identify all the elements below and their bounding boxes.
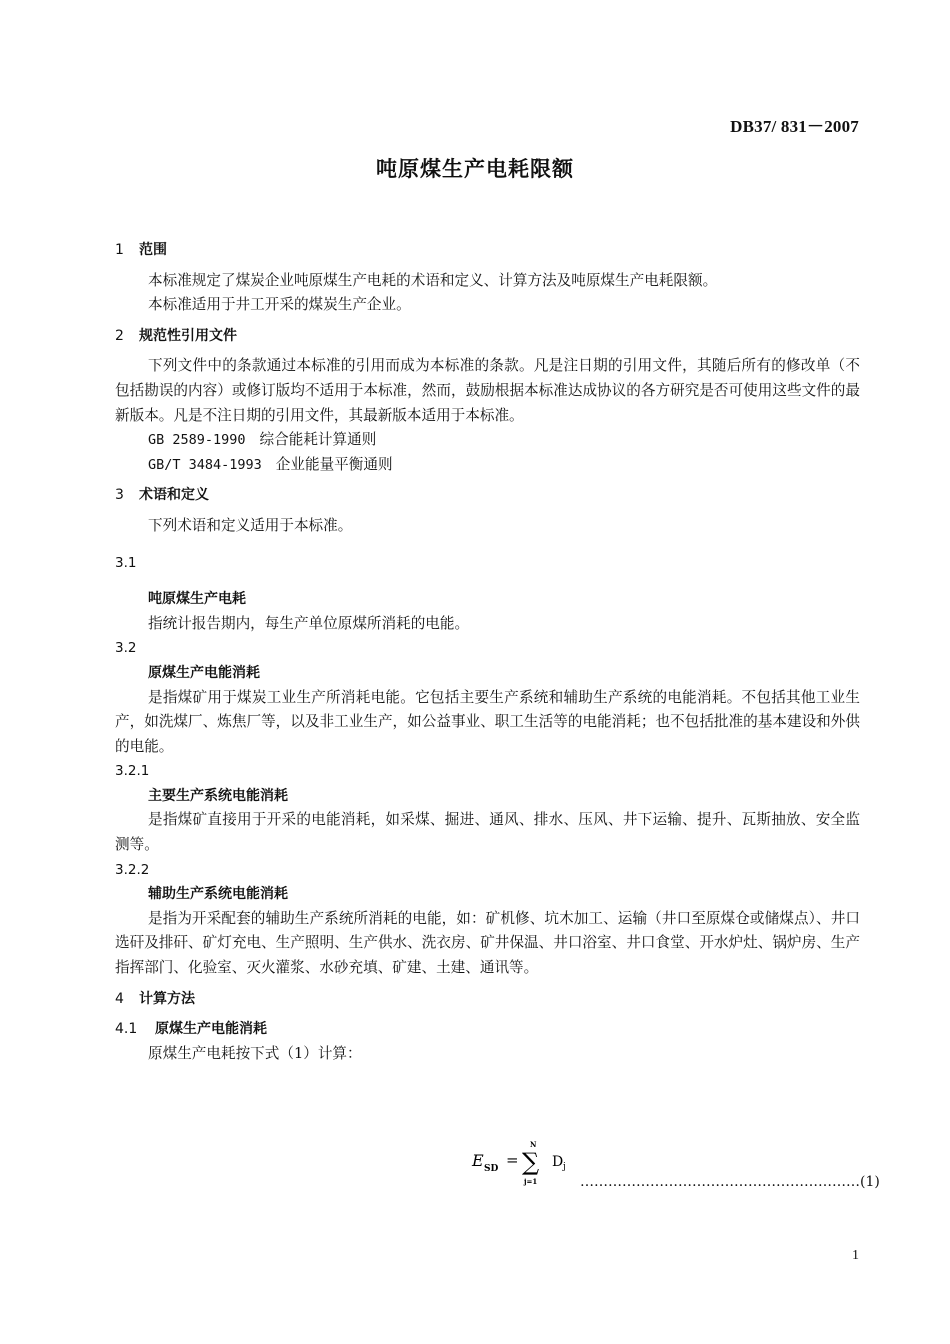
- formula-lhs-subscript: SD: [484, 1164, 499, 1174]
- reference-name: 综合能耗计算通则: [259, 431, 377, 449]
- term-name: 原煤生产电能消耗: [148, 664, 260, 681]
- section-title: 范围: [139, 242, 167, 258]
- term-definition: 是指为开采配套的辅助生产系统所消耗的电能，如：矿机修、坑木加工、运输（井口至原煤仓或储煤点）、井口选矸及排矸、矿灯充电、生产照明、生产供水、洗衣房、矿井保温、井口浴室、井口食堂、开水炉灶、锅炉房、生产指挥部门、化验室、灭火灌浆、水砂充填、矿建、土建、通讯等。: [115, 909, 860, 977]
- term-number: 3.2.1: [115, 763, 150, 780]
- reference-item: [115, 428, 860, 453]
- reference-item: [115, 453, 860, 478]
- section-2-heading: [115, 324, 860, 349]
- page-number: 1: [852, 1248, 859, 1263]
- formula-1: [470, 1138, 580, 1188]
- paragraph: 本标准适用于井工开采的煤炭生产企业。: [148, 296, 411, 314]
- reference-name: 企业能量平衡通则: [275, 455, 393, 473]
- reference-code: GB 2589-1990: [148, 432, 246, 449]
- section-title: 计算方法: [139, 990, 195, 1007]
- subsection-4-1-heading: [115, 1017, 860, 1042]
- formula-sum-lower: j=1: [524, 1177, 538, 1186]
- term-number: 3.2: [115, 640, 137, 657]
- section-4-heading: [115, 987, 860, 1012]
- term-definition: 指统计报告期内，每生产单位原煤所消耗的电能。: [148, 614, 470, 632]
- section-number: 3: [115, 487, 124, 504]
- paragraph: 下列文件中的条款通过本标准的引用而成为本标准的条款。凡是注日期的引用文件，其随后所有的修改单（不包括勘误的内容）或修订版均不适用于本标准，然而，鼓励根据本标准达成协议的各方研究是否可使用这些文件的最新版本。凡是不注日期的引用文件，其最新版本适用于本标准。: [115, 357, 860, 424]
- subsection-title: 原煤生产电能消耗: [155, 1021, 267, 1038]
- term-name: 吨原煤生产电耗: [148, 591, 246, 608]
- equation-label: [580, 1174, 880, 1190]
- formula-sum-upper: N: [530, 1140, 537, 1149]
- section-title: 术语和定义: [139, 487, 209, 504]
- section-title: 规范性引用文件: [139, 327, 237, 344]
- leader-dots: ……………………………………………………: [580, 1174, 860, 1190]
- equation-number: (1): [860, 1174, 880, 1190]
- paragraph: 下列术语和定义适用于本标准。: [148, 516, 353, 534]
- formula-equals: =: [506, 1151, 519, 1169]
- reference-code: GB/T 3484-1993: [148, 456, 262, 473]
- section-3-heading: [115, 483, 860, 508]
- formula-term-subscript: j: [563, 1162, 566, 1172]
- section-number: 1: [115, 242, 124, 258]
- term-name: 辅助生产系统电能消耗: [148, 886, 288, 903]
- document-body: [115, 238, 860, 1066]
- sigma-symbol: ∑: [522, 1148, 540, 1176]
- term-definition: 是指煤矿用于煤炭工业生产所消耗电能。它包括主要生产系统和辅助生产系统的电能消耗。不包括其他工业生产，如洗煤厂、炼焦厂等，以及非工业生产，如公益事业、职工生活等的电能消耗；也不包括批准的基本建设和外供的电能。: [115, 688, 860, 755]
- document-title: 吨原煤生产电耗限额: [376, 157, 574, 181]
- term-definition: 是指煤矿直接用于开采的电能消耗，如采煤、掘进、通风、排水、压风、井下运输、提升、瓦斯抽放、安全监测等。: [115, 811, 860, 854]
- paragraph: 本标准规定了煤炭企业吨原煤生产电耗的术语和定义、计算方法及吨原煤生产电耗限额。: [148, 271, 718, 289]
- section-number: 4: [115, 990, 124, 1007]
- subsection-number: 4.1: [115, 1021, 138, 1038]
- section-number: 2: [115, 327, 124, 344]
- section-1-heading: [115, 238, 860, 263]
- term-number: 3.2.2: [115, 861, 150, 878]
- standard-code: DB37/ 831－2007: [730, 117, 859, 136]
- term-number: 3.1: [115, 554, 137, 571]
- paragraph: 原煤生产电耗按下式（1）计算：: [148, 1044, 362, 1062]
- formula-lhs: E: [472, 1151, 484, 1170]
- formula-term: D: [552, 1154, 564, 1170]
- term-name: 主要生产系统电能消耗: [148, 787, 288, 804]
